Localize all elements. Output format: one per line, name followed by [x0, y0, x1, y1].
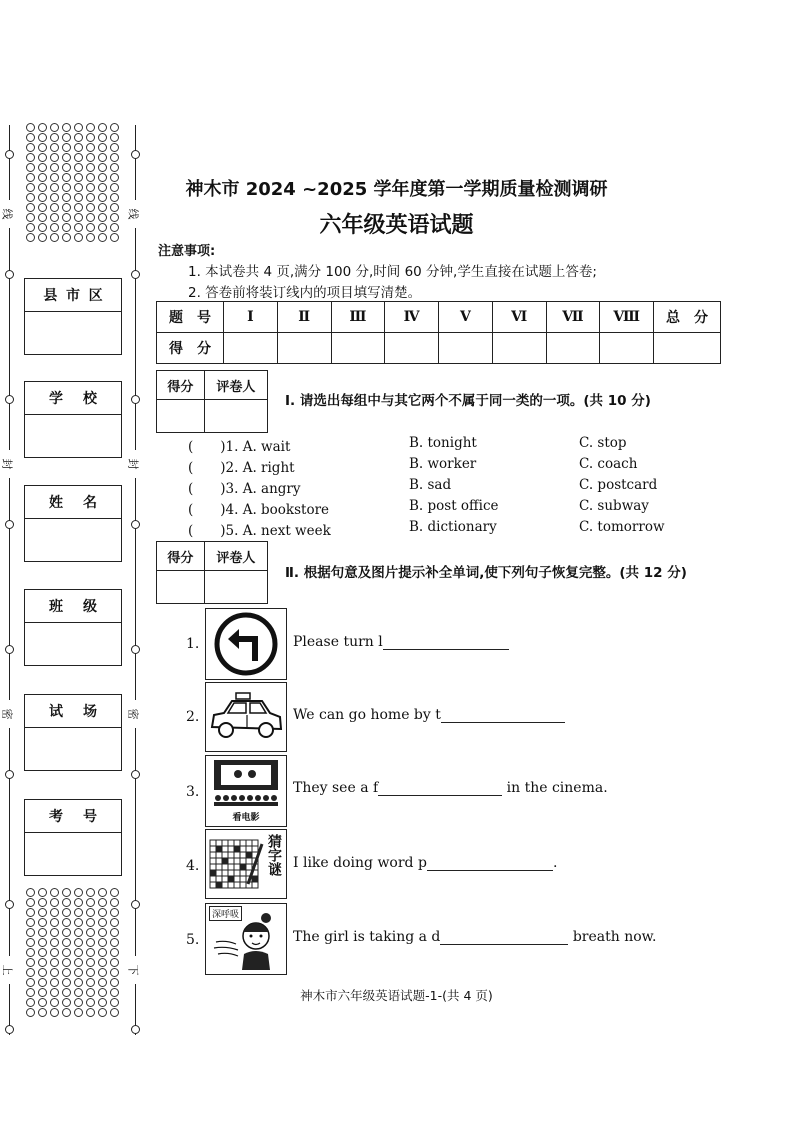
- grader-name-label: 评卷人: [205, 542, 267, 571]
- binding-dot: [38, 898, 47, 907]
- binding-dot: [62, 968, 71, 977]
- binding-dot: [110, 938, 119, 947]
- binding-dot: [98, 968, 107, 977]
- field-school[interactable]: 学 校: [24, 381, 122, 458]
- binding-dot: [86, 133, 95, 142]
- q5-option-b: B. dictionary: [409, 519, 497, 535]
- binding-dot: [50, 968, 59, 977]
- binding-dot: [50, 928, 59, 937]
- exam-title-line2: 六年级英语试题: [319, 213, 474, 238]
- binding-hole: [5, 645, 14, 654]
- crossword-icon: [205, 829, 287, 899]
- deep-breath-icon: [205, 903, 287, 975]
- fill-q5-blank[interactable]: [440, 930, 568, 945]
- score-col: Ⅴ: [439, 302, 493, 333]
- binding-dot: [74, 898, 83, 907]
- cinema-icon: [205, 755, 287, 827]
- q1-option-c: C. stop: [579, 435, 627, 451]
- binding-hole: [131, 1025, 140, 1034]
- binding-hole: [5, 1025, 14, 1034]
- binding-hole: [5, 395, 14, 404]
- fill-q2-number: 2.: [186, 709, 200, 725]
- binding-dot: [74, 133, 83, 142]
- binding-char-mi: 密: [0, 708, 14, 720]
- fill-q2-blank[interactable]: [441, 708, 565, 723]
- binding-dot: [50, 908, 59, 917]
- field-name[interactable]: 姓 名: [24, 485, 122, 562]
- score-table-header-label: 题 号: [157, 302, 224, 333]
- binding-dot: [50, 888, 59, 897]
- grader-score-label: 得分: [157, 542, 205, 571]
- binding-dot: [74, 908, 83, 917]
- binding-dot: [74, 888, 83, 897]
- score-col: Ⅱ: [277, 302, 331, 333]
- binding-dot: [86, 898, 95, 907]
- binding-dot: [98, 163, 107, 172]
- binding-dot: [74, 918, 83, 927]
- binding-dot: [26, 948, 35, 957]
- binding-dot: [110, 143, 119, 152]
- binding-hole: [131, 395, 140, 404]
- binding-line-outer: [9, 125, 10, 1035]
- binding-dot: [62, 123, 71, 132]
- binding-dot: [86, 938, 95, 947]
- binding-dot: [62, 133, 71, 142]
- binding-dot: [62, 958, 71, 967]
- binding-dot: [110, 123, 119, 132]
- q2-option-b: B. worker: [409, 456, 477, 472]
- binding-dot: [62, 143, 71, 152]
- binding-dot: [62, 898, 71, 907]
- q1-stem: ( )1. A. wait: [188, 439, 291, 455]
- binding-dot: [74, 143, 83, 152]
- binding-dot: [110, 948, 119, 957]
- q3-stem: ( )3. A. angry: [188, 481, 301, 497]
- left-turn-sign-icon: [205, 608, 287, 680]
- binding-dot: [86, 968, 95, 977]
- binding-dot: [74, 1008, 83, 1017]
- score-cell[interactable]: [385, 333, 439, 364]
- binding-dot: [98, 123, 107, 132]
- binding-hole: [131, 270, 140, 279]
- score-col: Ⅲ: [331, 302, 385, 333]
- binding-hole: [5, 900, 14, 909]
- binding-dot: [86, 958, 95, 967]
- fill-q4-blank[interactable]: [427, 856, 553, 871]
- binding-dot: [62, 918, 71, 927]
- field-class[interactable]: 班 级: [24, 589, 122, 666]
- binding-dot: [110, 153, 119, 162]
- binding-dot: [86, 143, 95, 152]
- fill-q4-number: 4.: [186, 858, 200, 874]
- binding-dot: [110, 888, 119, 897]
- binding-dot: [98, 143, 107, 152]
- binding-dot: [86, 153, 95, 162]
- binding-dot: [38, 918, 47, 927]
- binding-dot: [26, 153, 35, 162]
- binding-dot: [110, 908, 119, 917]
- binding-dot: [62, 948, 71, 957]
- binding-dot: [38, 948, 47, 957]
- binding-dot: [98, 133, 107, 142]
- binding-dot: [26, 958, 35, 967]
- fill-q4-sentence: I like doing word p .: [293, 855, 558, 871]
- binding-dot: [110, 898, 119, 907]
- q1-option-b: B. tonight: [409, 435, 477, 451]
- binding-dot: [26, 898, 35, 907]
- binding-dot: [38, 968, 47, 977]
- binding-dot: [38, 153, 47, 162]
- binding-dot: [98, 888, 107, 897]
- binding-dot: [86, 918, 95, 927]
- page-footer: 神木市六年级英语试题-1-(共 4 页): [300, 988, 493, 1003]
- binding-dot: [50, 938, 59, 947]
- binding-dot: [74, 948, 83, 957]
- score-table: [156, 301, 721, 364]
- score-cell[interactable]: [439, 333, 493, 364]
- binding-dot: [98, 153, 107, 162]
- binding-dot: [86, 948, 95, 957]
- score-cell[interactable]: [546, 333, 600, 364]
- binding-dot: [62, 928, 71, 937]
- binding-dot: [26, 928, 35, 937]
- score-cell-total[interactable]: [654, 333, 721, 364]
- binding-dot: [26, 133, 35, 142]
- binding-dot: [26, 938, 35, 947]
- score-cell[interactable]: [331, 333, 385, 364]
- binding-dot: [86, 163, 95, 172]
- fill-q2-sentence: We can go home by t: [293, 707, 565, 723]
- binding-dot: [26, 163, 35, 172]
- binding-dot: [26, 908, 35, 917]
- notes-heading: 注意事项:: [158, 244, 216, 259]
- binding-dot: [38, 888, 47, 897]
- binding-dot: [74, 153, 83, 162]
- binding-hole: [5, 270, 14, 279]
- fill-q5-sentence: The girl is taking a d breath now.: [293, 929, 657, 945]
- binding-dot: [26, 968, 35, 977]
- q2-option-c: C. coach: [579, 456, 638, 472]
- note-item-2: 2. 答卷前将装订线内的项目填写清楚。: [188, 285, 422, 301]
- binding-dot: [74, 163, 83, 172]
- section2-title: Ⅱ. 根据句意及图片提示补全单词,使下列句子恢复完整。(共 12 分): [285, 565, 687, 581]
- binding-dot: [74, 928, 83, 937]
- grader-name-label: 评卷人: [205, 371, 267, 400]
- q4-option-c: C. subway: [579, 498, 649, 514]
- fill-q1-blank[interactable]: [383, 635, 509, 650]
- score-cell[interactable]: [224, 333, 278, 364]
- binding-dot: [26, 918, 35, 927]
- binding-dot: [98, 928, 107, 937]
- binding-hole: [131, 900, 140, 909]
- binding-hole: [131, 645, 140, 654]
- binding-dot: [50, 123, 59, 132]
- q3-option-b: B. sad: [409, 477, 452, 493]
- binding-hole: [5, 520, 14, 529]
- score-col: Ⅶ: [546, 302, 600, 333]
- binding-dot: [110, 163, 119, 172]
- binding-dot: [98, 918, 107, 927]
- score-col: Ⅵ: [492, 302, 546, 333]
- binding-dot: [98, 908, 107, 917]
- grader-name-cell[interactable]: [205, 571, 267, 603]
- taxi-icon: [205, 682, 287, 752]
- binding-dot: [50, 898, 59, 907]
- q4-option-b: B. post office: [409, 498, 499, 514]
- fill-q5-number: 5.: [186, 932, 200, 948]
- grader-name-cell[interactable]: [205, 400, 267, 432]
- binding-dot: [86, 123, 95, 132]
- binding-char-feng: 封: [0, 458, 14, 470]
- binding-char-mi-inner: 密: [126, 708, 140, 720]
- binding-hole: [5, 770, 14, 779]
- score-total-label: 总 分: [654, 302, 721, 333]
- note-item-1: 1. 本试卷共 4 页,满分 100 分,时间 60 分钟,学生直接在试题上答卷;: [188, 264, 597, 280]
- binding-dot: [62, 908, 71, 917]
- binding-dot: [98, 948, 107, 957]
- exam-title-line1: 神木市 2024 ~2025 学年度第一学期质量检测调研: [185, 179, 608, 200]
- binding-dot: [50, 1008, 59, 1017]
- binding-char-xian-inner: 线: [126, 208, 140, 220]
- binding-hole: [131, 150, 140, 159]
- score-col: Ⅳ: [385, 302, 439, 333]
- field-county[interactable]: 县 市 区: [24, 278, 122, 355]
- deep-breath-caption: 深呼吸: [209, 906, 242, 921]
- grader-score-label: 得分: [157, 371, 205, 400]
- binding-dot: [98, 898, 107, 907]
- binding-dot: [38, 928, 47, 937]
- binding-dot: [110, 133, 119, 142]
- binding-dot: [62, 888, 71, 897]
- binding-dot: [38, 938, 47, 947]
- score-col: Ⅷ: [600, 302, 654, 333]
- binding-dot: [26, 888, 35, 897]
- binding-dot: [50, 163, 59, 172]
- binding-dot: [98, 1008, 107, 1017]
- fill-q3-sentence: They see a f in the cinema.: [293, 780, 608, 796]
- binding-dot: [62, 163, 71, 172]
- binding-dot: [38, 163, 47, 172]
- q4-stem: ( )4. A. bookstore: [188, 502, 330, 518]
- binding-hole: [5, 150, 14, 159]
- q5-option-c: C. tomorrow: [579, 519, 665, 535]
- binding-dot: [86, 888, 95, 897]
- field-exam-room[interactable]: 试 场: [24, 694, 122, 771]
- binding-dot: [62, 1008, 71, 1017]
- binding-dot: [62, 938, 71, 947]
- q3-option-c: C. postcard: [579, 477, 658, 493]
- binding-hole: [131, 520, 140, 529]
- binding-dot: [110, 918, 119, 927]
- fill-q1-number: 1.: [186, 636, 200, 652]
- score-col: Ⅰ: [224, 302, 278, 333]
- binding-dot: [26, 1008, 35, 1017]
- binding-dot: [26, 123, 35, 132]
- binding-dot: [50, 153, 59, 162]
- binding-char-shang: 上: [0, 964, 14, 976]
- binding-line-inner: [135, 125, 136, 1035]
- binding-dot: [74, 968, 83, 977]
- binding-char-xian: 线: [0, 208, 14, 220]
- binding-dot: [74, 123, 83, 132]
- section1-title: Ⅰ. 请选出每组中与其它两个不属于同一类的一项。(共 10 分): [285, 393, 651, 409]
- binding-dot: [74, 938, 83, 947]
- binding-dot: [50, 958, 59, 967]
- q5-stem: ( )5. A. next week: [188, 523, 331, 539]
- binding-char-xia: 下: [126, 964, 140, 976]
- binding-dot: [110, 1008, 119, 1017]
- binding-dot: [50, 918, 59, 927]
- binding-dot: [62, 153, 71, 162]
- binding-dot: [86, 928, 95, 937]
- binding-dot: [86, 1008, 95, 1017]
- binding-dot: [110, 968, 119, 977]
- field-exam-number[interactable]: 考 号: [24, 799, 122, 876]
- grader-score-cell[interactable]: [157, 571, 205, 603]
- binding-dot: [110, 958, 119, 967]
- grader-box-1: [156, 370, 268, 433]
- score-cell[interactable]: [600, 333, 654, 364]
- binding-char-feng-inner: 封: [126, 458, 140, 470]
- grader-score-cell[interactable]: [157, 400, 205, 432]
- binding-dot: [26, 143, 35, 152]
- q2-stem: ( )2. A. right: [188, 460, 295, 476]
- binding-dot: [50, 133, 59, 142]
- fill-q1-sentence: Please turn l: [293, 634, 509, 650]
- binding-dot: [74, 958, 83, 967]
- grader-box-2: [156, 541, 268, 604]
- binding-dot: [38, 958, 47, 967]
- cinema-caption: 看电影: [232, 813, 260, 823]
- crossword-caption: 猜字谜: [266, 834, 282, 876]
- fill-q3-number: 3.: [186, 784, 200, 800]
- score-row-label: 得 分: [157, 333, 224, 364]
- score-cell[interactable]: [492, 333, 546, 364]
- binding-hole: [131, 770, 140, 779]
- binding-dot: [110, 928, 119, 937]
- binding-dot: [98, 938, 107, 947]
- binding-dot: [38, 133, 47, 142]
- binding-dot: [38, 1008, 47, 1017]
- binding-dot: [38, 908, 47, 917]
- fill-q3-blank[interactable]: [378, 781, 502, 796]
- binding-dot: [50, 143, 59, 152]
- binding-dot: [38, 143, 47, 152]
- score-cell[interactable]: [277, 333, 331, 364]
- binding-dot: [86, 908, 95, 917]
- binding-dot: [38, 123, 47, 132]
- binding-dot: [98, 958, 107, 967]
- binding-dot: [50, 948, 59, 957]
